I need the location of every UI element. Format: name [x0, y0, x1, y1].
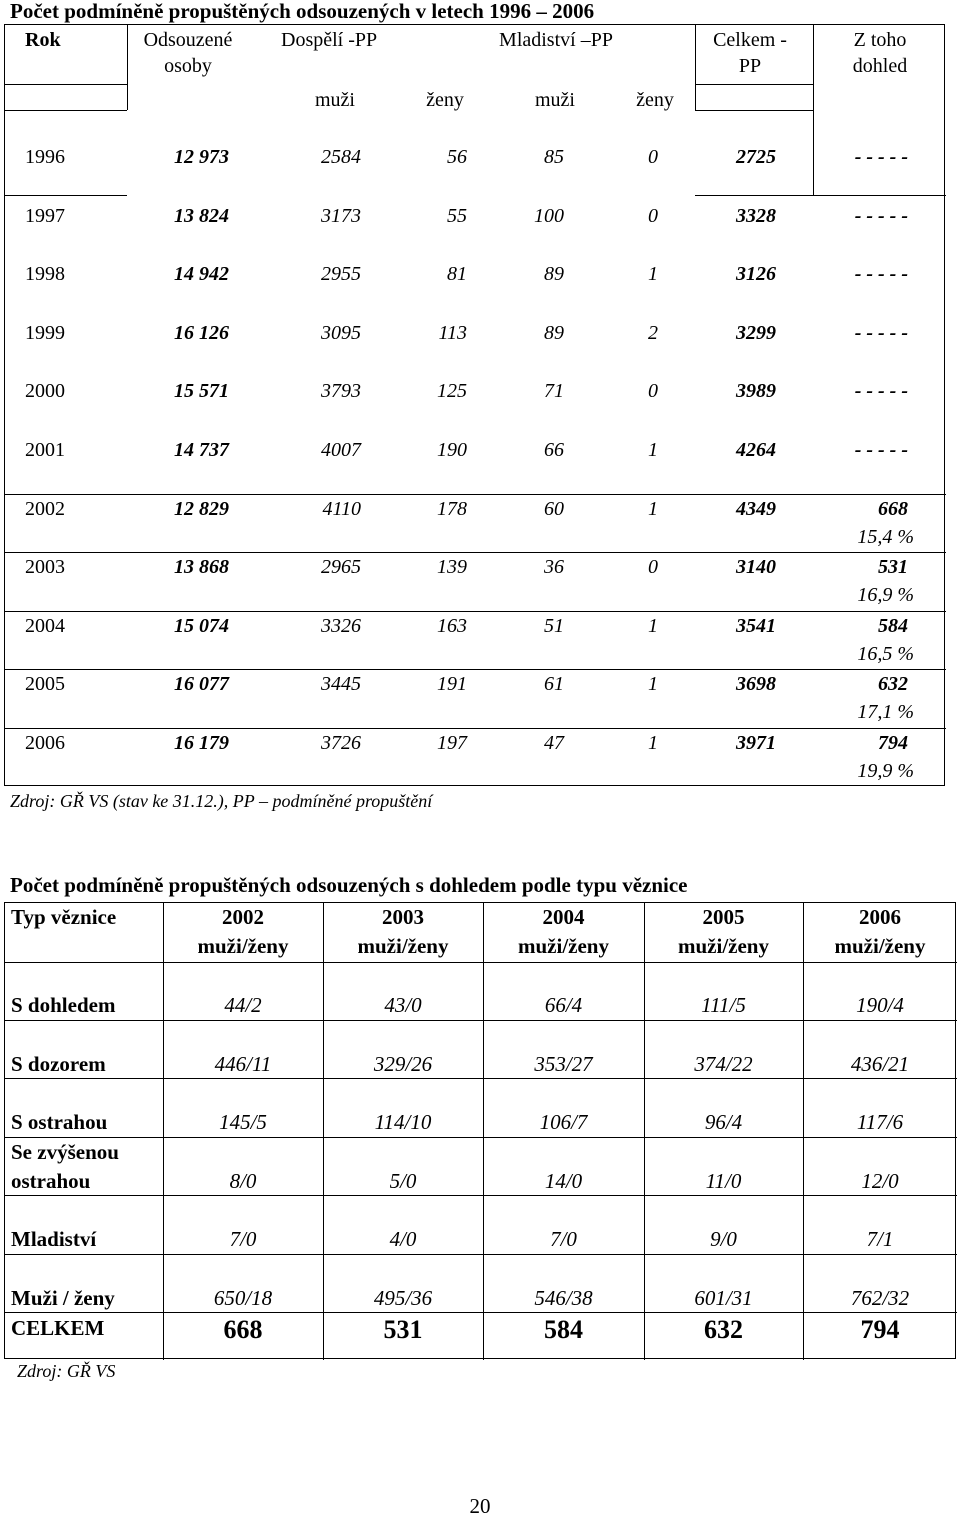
t2-cell: 7/0: [550, 1227, 577, 1251]
t1-cell-mz: 1: [648, 673, 658, 695]
t1-cell-rok: 1999: [25, 322, 65, 344]
t1-cell-rok: 1998: [25, 263, 65, 285]
t2-cell: 446/11: [214, 1052, 272, 1076]
t2-cell: 436/21: [850, 1052, 910, 1076]
t2-cell: 14/0: [544, 1169, 583, 1193]
t2-cell: 12/0: [861, 1169, 899, 1193]
t2-cell: 4/0: [389, 1227, 417, 1251]
t1-cell-odsouzene: 13 868: [174, 556, 229, 578]
t1-cell-odsouzene: 14 942: [174, 263, 229, 285]
t2-cell: 66/4: [544, 993, 583, 1017]
t1-cell-dz: 56: [447, 146, 467, 168]
table2-title: Počet podmíněně propuštěných odsouzených s dohledem podle typu věznice: [10, 873, 688, 897]
t1-cell-dohled: 531: [878, 556, 908, 578]
t1-cell-rok: 1996: [25, 146, 65, 168]
t2-cell: 9/0: [710, 1227, 737, 1251]
t2-row-label: S ostrahou: [11, 1110, 108, 1134]
header-muzi-dospeli: muži: [315, 89, 355, 111]
t2-cell: 374/22: [694, 1052, 753, 1076]
t2-row-label: S dozorem: [11, 1052, 106, 1076]
t2-cell: 96/4: [704, 1110, 743, 1134]
table1-source: Zdroj: GŘ VS (stav ke 31.12.), PP – podmíněné propuštění: [10, 791, 433, 811]
header-year-2002: 2002 muži/ženy: [197, 905, 289, 958]
t1-cell-dm: 3793: [321, 380, 361, 402]
t1-cell-dohled: - - - - -: [854, 380, 908, 402]
t1-cell-mz: 1: [648, 615, 658, 637]
header-celkem: Celkem - PP: [713, 29, 787, 77]
t2-total-cell: 584: [544, 1315, 583, 1344]
t1-cell-pct: 15,4 %: [857, 526, 914, 548]
t2-cell: 7/0: [229, 1227, 257, 1251]
t1-cell-dz: 178: [437, 498, 467, 520]
t1-cell-dm: 2965: [321, 556, 361, 578]
header-odsouzene: Odsouzené osoby: [143, 29, 233, 77]
t1-cell-dz: 81: [447, 263, 467, 285]
t2-cell: 601/31: [694, 1286, 753, 1310]
t1-cell-dohled: 668: [878, 498, 908, 520]
t2-cell: 546/38: [534, 1286, 593, 1310]
t1-cell-pct: 16,5 %: [857, 643, 914, 665]
t1-cell-dz: 125: [437, 380, 467, 402]
t1-cell-mz: 1: [648, 732, 658, 754]
t2-cell: 353/27: [534, 1052, 593, 1076]
t1-cell-rok: 2004: [25, 615, 65, 637]
t1-cell-mm: 36: [544, 556, 564, 578]
t1-cell-dm: 3173: [321, 205, 361, 227]
t1-cell-dz: 163: [437, 615, 467, 637]
header-muzi-mladistvi: muži: [535, 89, 575, 111]
t1-cell-mz: 0: [648, 205, 658, 227]
t1-cell-dz: 113: [438, 322, 467, 344]
t1-cell-mz: 1: [648, 498, 658, 520]
t2-cell: 190/4: [856, 993, 904, 1017]
t1-cell-celkem: 3989: [736, 380, 776, 402]
header-dohled: Z toho dohled: [852, 29, 908, 77]
t2-row-label: [11, 1138, 119, 1196]
header-year-2003: 2003 muži/ženy: [357, 905, 449, 958]
t1-cell-mz: 1: [648, 263, 658, 285]
t1-cell-rok: 1997: [25, 205, 65, 227]
t2-cell: 117/6: [856, 1110, 904, 1134]
t1-cell-mm: 89: [544, 322, 564, 344]
header-zeny-mladistvi: ženy: [636, 89, 674, 111]
t1-cell-dz: 55: [447, 205, 467, 227]
t1-cell-odsouzene: 16 126: [174, 322, 229, 344]
t1-cell-dm: 3726: [321, 732, 361, 754]
t1-cell-mm: 89: [544, 263, 564, 285]
t1-cell-celkem: 4349: [736, 498, 776, 520]
t1-cell-celkem: 3299: [736, 322, 776, 344]
t2-row-label: Muži / ženy: [11, 1286, 115, 1310]
t1-cell-celkem: 4264: [736, 439, 776, 461]
t1-cell-odsouzene: 13 824: [174, 205, 229, 227]
supervision-by-prison-type-table: [4, 902, 956, 1359]
header-year-2006: 2006 muži/ženy: [834, 905, 926, 958]
t2-total-cell: 668: [223, 1315, 263, 1344]
t1-cell-rok: 2006: [25, 732, 65, 754]
conditional-release-table: [4, 24, 945, 786]
header-year-2005: 2005 muži/ženy: [678, 905, 769, 958]
header-rok: Rok: [25, 29, 61, 51]
t1-cell-odsouzene: 16 179: [174, 732, 229, 754]
t1-cell-mm: 100: [534, 205, 564, 227]
t1-cell-celkem: 3328: [736, 205, 776, 227]
t1-cell-rok: 2003: [25, 556, 65, 578]
t1-cell-pct: 17,1 %: [857, 701, 914, 723]
t1-cell-mz: 2: [648, 322, 658, 344]
t1-cell-mm: 85: [544, 146, 564, 168]
label-line: Se zvýšenou: [11, 1140, 119, 1164]
t2-cell: 114/10: [374, 1110, 432, 1134]
t1-cell-dohled: - - - - -: [854, 263, 908, 285]
t1-cell-celkem: 3541: [736, 615, 776, 637]
page-number: 20: [469, 1494, 491, 1518]
t1-cell-mm: 61: [544, 673, 564, 695]
header-year-2004: 2004 muži/ženy: [518, 905, 609, 958]
t1-cell-mz: 1: [648, 439, 658, 461]
t2-cell: 43/0: [384, 993, 422, 1017]
t1-cell-mz: 0: [648, 556, 658, 578]
t1-cell-celkem: 3140: [736, 556, 776, 578]
t1-cell-mz: 0: [648, 380, 658, 402]
t2-cell: 11/0: [705, 1169, 742, 1193]
t2-total-cell: 531: [383, 1315, 423, 1344]
t2-cell: 762/32: [850, 1286, 910, 1310]
t1-cell-rok: 2001: [25, 439, 65, 461]
t1-cell-dm: 3326: [321, 615, 361, 637]
t2-total-cell: 794: [860, 1315, 900, 1344]
t1-cell-pct: 19,9 %: [857, 760, 914, 782]
t1-cell-celkem: 2725: [736, 146, 776, 168]
table1-title: Počet podmíněně propuštěných odsouzených v letech 1996 – 2006: [10, 0, 595, 23]
t2-cell: 106/7: [539, 1110, 588, 1134]
t2-total-cell: 632: [704, 1315, 743, 1344]
t1-cell-dohled: - - - - -: [854, 146, 908, 168]
t2-cell: 111/5: [701, 993, 746, 1017]
t1-cell-celkem: 3971: [736, 732, 776, 754]
t1-cell-odsouzene: 14 737: [174, 439, 229, 461]
t1-cell-mm: 60: [544, 498, 564, 520]
table2-source: Zdroj: GŘ VS: [17, 1361, 116, 1381]
t1-cell-odsouzene: 15 571: [174, 380, 229, 402]
t1-cell-celkem: 3126: [736, 263, 776, 285]
t1-cell-dm: 2955: [321, 263, 361, 285]
t1-cell-dm: 4110: [322, 498, 361, 520]
label-line: ostrahou: [11, 1169, 91, 1193]
t1-cell-dm: 3445: [321, 673, 361, 695]
header-typ-veznice: Typ věznice: [11, 905, 117, 929]
t1-cell-dz: 190: [437, 439, 467, 461]
t1-cell-dohled: - - - - -: [854, 205, 908, 227]
t1-cell-mm: 51: [544, 615, 564, 637]
t1-cell-rok: 2000: [25, 380, 65, 402]
t1-cell-dz: 197: [437, 732, 467, 754]
t1-cell-rok: 2005: [25, 673, 65, 695]
t2-cell: 650/18: [213, 1286, 273, 1310]
t1-cell-dohled: 632: [878, 673, 908, 695]
t1-cell-odsouzene: 16 077: [174, 673, 229, 695]
t2-cell: 329/26: [373, 1052, 433, 1076]
t1-cell-dm: 2584: [321, 146, 361, 168]
t1-cell-celkem: 3698: [736, 673, 776, 695]
t1-cell-pct: 16,9 %: [857, 584, 914, 606]
t1-cell-odsouzene: 12 829: [174, 498, 229, 520]
t2-row-label: Mladiství: [11, 1227, 97, 1251]
t1-cell-dz: 191: [437, 673, 467, 695]
t1-cell-dohled: 794: [878, 732, 908, 754]
t2-row-label: S dohledem: [11, 993, 116, 1017]
t2-cell: 495/36: [373, 1286, 433, 1310]
t2-cell: 8/0: [229, 1169, 257, 1193]
t1-cell-mm: 71: [544, 380, 564, 402]
t1-cell-dm: 3095: [321, 322, 361, 344]
header-mladistvi: Mladiství –PP: [499, 29, 613, 51]
t1-cell-dohled: - - - - -: [854, 322, 908, 344]
t1-cell-odsouzene: 15 074: [174, 615, 229, 637]
t2-cell: 44/2: [224, 993, 262, 1017]
t1-cell-mm: 47: [544, 732, 564, 754]
t2-total-label: CELKEM: [11, 1316, 105, 1340]
header-dospeli: Dospělí -PP: [281, 29, 378, 51]
t2-cell: 145/5: [219, 1110, 267, 1134]
t1-cell-mz: 0: [648, 146, 658, 168]
t2-cell: 5/0: [389, 1169, 417, 1193]
t1-cell-odsouzene: 12 973: [174, 146, 229, 168]
t1-cell-dm: 4007: [321, 439, 361, 461]
header-zeny-dospeli: ženy: [426, 89, 464, 111]
t1-cell-mm: 66: [544, 439, 564, 461]
t1-cell-rok: 2002: [25, 498, 65, 520]
t1-cell-dz: 139: [437, 556, 467, 578]
t1-cell-dohled: - - - - -: [854, 439, 908, 461]
t2-cell: 7/1: [866, 1227, 894, 1251]
t1-cell-dohled: 584: [878, 615, 908, 637]
